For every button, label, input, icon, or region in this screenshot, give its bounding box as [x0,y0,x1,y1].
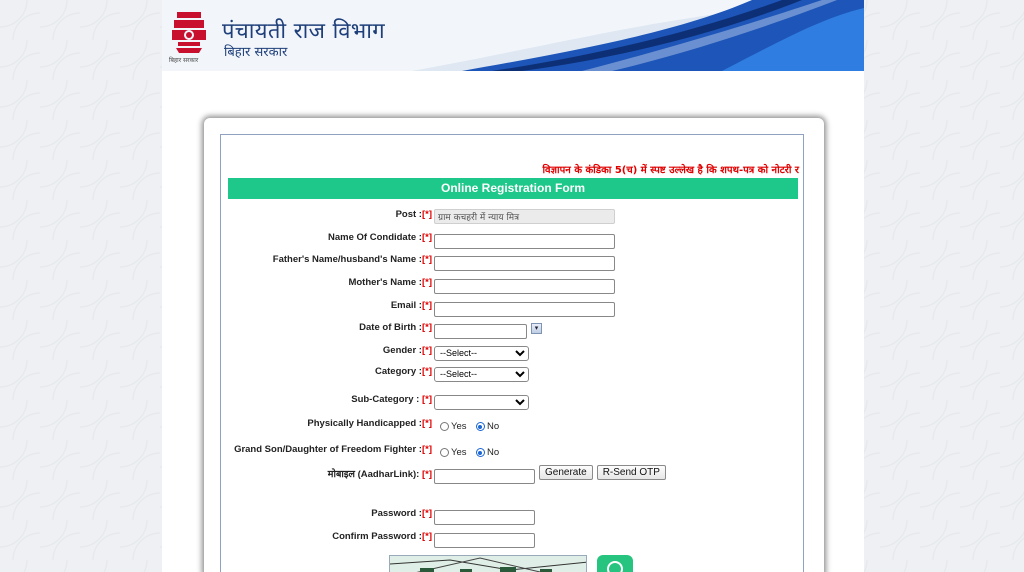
required-marker: [*] [421,394,432,405]
radio-button-checked[interactable] [476,422,485,431]
required-marker: [*] [421,444,432,455]
category-label: Category : [374,366,422,377]
required-marker: [*] [421,322,432,333]
required-marker: [*] [421,232,432,243]
registration-card [204,118,824,572]
notice-marquee: विज्ञापन के कंडिका 5(च) में स्पष्ट उल्लेख है कि शपथ-पत्र को नोटरी र [542,165,799,176]
required-marker: [*] [421,531,432,542]
category-row [221,364,803,380]
mobile-label: मोबाइल (AadharLink): [327,469,422,480]
category-select[interactable] [434,367,529,382]
required-marker: [*] [421,469,432,480]
post-label: Post : [395,209,422,220]
radio-button-checked[interactable] [476,448,485,457]
name-label: Name Of Condidate : [328,232,422,243]
email-input[interactable] [434,302,615,317]
emblem-label: बिहार सरकार [169,57,199,64]
radio-label: Yes [451,447,467,458]
subcategory-select[interactable] [434,395,529,410]
department-title: पंचायती राज विभाग [222,19,385,44]
freedom-fighter-yes-option[interactable] [440,447,467,458]
post-field[interactable] [434,209,615,224]
registration-form [220,134,804,572]
dob-label: Date of Birth : [359,322,422,333]
post-row [221,207,803,223]
dob-input[interactable] [434,324,527,339]
dob-row [221,320,803,336]
mobile-input[interactable] [434,469,535,484]
password-label: Password : [371,508,422,519]
page-container [162,0,864,572]
name-row [221,230,803,246]
form-title: Online Registration Form [228,178,798,199]
required-marker: [*] [421,209,432,220]
radio-label: Yes [451,421,467,432]
required-marker: [*] [421,345,432,356]
generate-otp-button[interactable]: Generate [539,465,593,480]
required-marker: [*] [421,508,432,519]
mobile-row [221,465,803,481]
bihar-emblem-icon [168,8,210,54]
required-marker: [*] [421,418,432,429]
father-name-input[interactable] [434,256,615,271]
confirm-password-label: Confirm Password : [332,531,422,542]
subcategory-label: Sub-Category : [351,394,422,405]
required-marker: [*] [421,300,432,311]
father-name-label: Father's Name/husband's Name : [272,254,422,265]
gender-label: Gender : [382,345,422,356]
confirm-password-input[interactable] [434,533,535,548]
subcategory-row [221,392,803,408]
required-marker: [*] [421,254,432,265]
required-marker: [*] [421,366,432,377]
password-row [221,506,803,522]
candidate-name-input[interactable] [434,234,615,249]
freedom-fighter-label: Grand Son/Daughter of Freedom Fighter : [234,444,422,455]
handicapped-row [221,416,803,432]
captcha-refresh-button[interactable] [597,555,633,572]
required-marker: [*] [421,277,432,288]
email-label: Email : [390,300,422,311]
father-row [221,252,803,268]
site-header [162,0,864,71]
radio-button[interactable] [440,448,449,457]
freedom-fighter-row [221,442,803,458]
gender-row [221,343,803,359]
mother-name-label: Mother's Name : [348,277,422,288]
password-input[interactable] [434,510,535,525]
radio-label: No [486,421,500,432]
resend-otp-button[interactable]: R-Send OTP [597,465,666,480]
refresh-icon [597,555,633,572]
handicapped-no-option[interactable] [476,421,499,432]
confirm-password-row [221,529,803,545]
handicapped-label: Physically Handicapped : [307,418,422,429]
email-row [221,298,803,314]
radio-button[interactable] [440,422,449,431]
calendar-dropdown-icon[interactable]: ▾ [531,323,542,334]
captcha-image [389,555,587,572]
department-subtitle: बिहार सरकार [224,45,288,60]
radio-label: No [486,447,500,458]
mother-name-input[interactable] [434,279,615,294]
handicapped-yes-option[interactable] [440,421,467,432]
freedom-fighter-no-option[interactable] [476,447,499,458]
mother-row [221,275,803,291]
gender-select[interactable] [434,346,529,361]
